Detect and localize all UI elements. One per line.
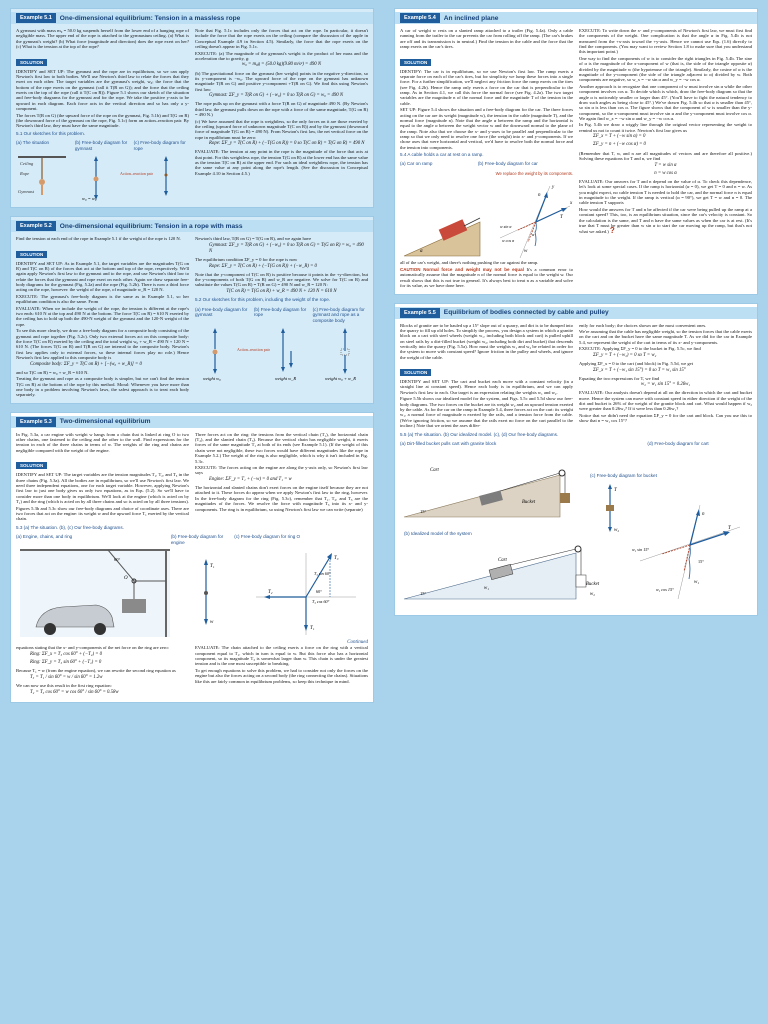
arrow-head <box>281 328 285 333</box>
arrow-head <box>264 595 270 599</box>
subfig-label: (b) Free-body diagram for car <box>477 161 538 167</box>
subfig-label: (c) Free-body diagram for bucket <box>590 472 657 478</box>
subfig-label: (b) Free-body diagram for engine <box>170 534 224 545</box>
bucket-label: Bucket <box>586 581 600 587</box>
solution-heading: SOLUTION <box>400 369 431 376</box>
figure-5-2 <box>195 325 371 383</box>
equation: Engine: ΣF_y = T₁ + (−w) = 0 and T₁ = w <box>209 476 292 482</box>
equation: Gymnast: ΣF_y = T(R on G) + (−w₀) = 0 so T(R on G) = w₀ = 490 N <box>209 93 344 99</box>
subfig-label: (c) Free-body diagram for gymnast and rope as a composite body <box>312 306 365 323</box>
subfig-label: (a) Dirt-filled bucket pulls cart with granite block <box>400 441 497 447</box>
execute: EXECUTE: Applying ΣF_y = 0 to the bucket in Fig. 5.5c, we find <box>579 346 701 352</box>
subfig-label: (a) Free-body diagram for gymnast <box>195 306 248 318</box>
equation: Rope: ΣF_y = T(C on R) + (−T(G on R)) = 0 so T(C on R) = T(G on R) = 490 N <box>209 141 365 147</box>
total-weight-label: weight w₀ + w_R <box>325 376 356 382</box>
arrow-head <box>164 191 168 196</box>
paragraph: In Fig. 5.4b we draw a wiggly line through the original vector representing the weight to remind us not to count it twice. Newton's first law gives us <box>579 122 752 133</box>
example-header <box>11 416 373 428</box>
example-title: Two-dimensional equilibrium <box>59 418 151 426</box>
t2-label: T₂ <box>268 590 273 596</box>
t3-label: T₃ <box>334 556 339 562</box>
weight-wiggly <box>535 222 536 246</box>
paragraph: EXECUTE: The forces acting on the engine are along the y-axis only, so Newton's first law says <box>195 465 368 476</box>
arrow-head <box>608 484 612 489</box>
w1-sin-label: w₁ sin 15° <box>632 546 650 552</box>
equation: n = w cos α <box>654 170 677 176</box>
equation: Gymnast: ΣF_y = T(R on G) + (−w₀) = 0 so T(R on G) = T(G on R) = w₀ = 490 N <box>209 242 364 254</box>
paragraph: The horizontal and slanted chains don't exert forces on the engine itself because they are not attached to it. These forces do appear when we apply Newton's first law to the ring, however. In the free-body diagram for the ring (Fig. 5.3c), remember that T₁, T₂, and T₃ are the magnitudes of the forces. We resolve the force with magnitude T₃ into its x- and y-components. The ring is in equilibrium, so using Newton's first law we can write (separate) <box>195 485 368 512</box>
t1-label: T₁ <box>210 564 215 570</box>
arrow-head <box>544 192 548 198</box>
figure-5-5-labels <box>400 439 752 449</box>
solution-heading: SOLUTION <box>400 59 431 66</box>
equation: w₂ = w₁ sin 15° = 0.26w₁ <box>641 382 690 388</box>
equation: ΣF_x = T + (−w sin α) = 0 <box>593 134 646 140</box>
arrow-head <box>204 559 208 565</box>
car-wheel <box>44 623 56 635</box>
weight-label: w₀ = w₀ <box>82 196 97 202</box>
equation: T = w sin α <box>654 162 677 168</box>
problem-text: A gymnast with mass m₀ = 50.0 kg suspends herself from the lower end of a hanging rope of negligible mass. The upper end of the rope is attached to the gymnasium ceiling. (a) What is the gymnast's weight? (b) What force (magnitude and direction) does the rope exert on her? (c) What is the tension at the top of the rope? <box>16 28 189 50</box>
paragraph: To get enough equations to solve this problem, we had to consider not only the forces on the engine but also the forces acting on a second body (the ring connecting the chains). Situations like this are fairly common in equilibrium problems, so keep this technique in mind. <box>195 667 368 684</box>
paragraph: EXECUTE: The gymnast's free-body diagram is the same as in Example 5.1, so her equilibrium condition is also the same. From <box>16 293 189 305</box>
gymnast-dot <box>94 177 99 182</box>
ring-label: O <box>124 576 128 582</box>
cart-label: Cart <box>498 557 507 563</box>
weight-label: weight w₀ <box>203 376 221 382</box>
caution-heading: CAUTION Normal force and weight may not be equal <box>400 266 524 272</box>
gymnast-label: Gymnast <box>18 189 34 195</box>
weight-label: w <box>524 249 528 255</box>
figure-caption: 5.4 A cable holds a car at rest on a ramp. <box>400 151 484 157</box>
arrow-head <box>281 367 285 372</box>
figure-caption: 5.5 (a) The situation. (b) Our idealized model. (c), (d) Our free-body diagrams. <box>400 431 559 437</box>
paragraph: Because T₁ = w (from the engine equation), we can rewrite the second ring equation as <box>16 668 176 674</box>
angle-label: 15° <box>420 508 427 514</box>
equation: Rope: ΣF_y = T(C on R) + (−T(G on R)) + (−w_R) = 0 <box>209 263 317 269</box>
paragraph: To see this more clearly, we draw a free-body diagram for a composite body consisting of the gymnast and rope together (Fig. 5.2c). Only two external forces act on this composite body: the force T(C on R) exerted by the ceiling and the total weight w₀ + w_R = 490 N + 120 N = 610 N. (The forces T(G on R) and T(R on G) are internal to the composite body. Newton's first law applies only to external forces, so these internal forces play no role.) Hence Newton's first law applied to this composite body is <box>16 328 189 360</box>
action-reaction-label: Action–reaction pair <box>237 347 270 353</box>
equation: T₂ = T₃ cos 60° = w cos 60° / sin 60° = 0.58w <box>30 689 119 695</box>
w1-label: w₁ <box>694 579 700 585</box>
w2-label: w₂ <box>614 527 620 533</box>
ring-angle-label: 60° <box>316 589 322 595</box>
example-5-4 <box>394 8 758 295</box>
normal-label: n <box>538 193 541 199</box>
solution-heading: SOLUTION <box>16 251 47 258</box>
subfig-label: (b) Free-body diagram for gymnast <box>74 140 128 151</box>
ramp <box>404 222 480 256</box>
continued-label: Continued <box>347 640 368 646</box>
figure-5-1-labels <box>16 138 189 153</box>
paragraph: One way to find the components of w is to consider the right triangles in Fig. 5.4b. The sine of α is the magnitude of the x-component of w (that is, the side of the triangle opposite α) divided by the magnitude w (the hypotenuse of the triangle). Similarly, the cosine of α is the magnitude of the y-component (the side of the triangle adjacent to α) divided by w. Both components are negative, so w_x = −w sin α and w_y = −w cos α. <box>579 55 752 83</box>
equation: T₃ = T₁ / sin 60° = w / sin 60° = 1.2w <box>30 674 103 680</box>
figure-5-5 <box>400 449 752 611</box>
equation: ΣF_y = n + (−w cos α) = 0 <box>593 142 646 148</box>
paragraph: The forces T(R on G) (the upward force of the rope on the gymnast, Fig. 5.1b) and T(G on R) (the downward force of the gymnast on the rope, Fig. 5.1c) form an action–reaction pair. By Newton's third law, they must have the same magnitude. <box>16 112 189 129</box>
equation: Ring: ΣF_y = T₃ sin 60° + (−T₁) = 0 <box>30 660 102 666</box>
paragraph: Note that Fig. 5.1c includes only the forces that act on the rope. In particular, it doesn't include the force that the rope exerts on the ceiling (compare the discussion of the apple in Conceptual Example 4.9 in Section 4.5). Similarly, the force that the rope exerts on the ceiling doesn't appear in Fig. 5.1c. <box>195 28 368 50</box>
problem-text: A car of weight w rests on a slanted ramp attached to a trailer (Fig. 5.4a). Only a cable running from the trailer to the car prevents the car from rolling off the ramp. (The car's brakes are off and its transmission is in neutral.) Find the tension in the cable and the force that the ramp exerts on the car's tires. <box>400 28 573 50</box>
angle-label: 15° <box>698 558 704 564</box>
ceiling-label: Ceiling <box>20 161 34 167</box>
equation: w₀ = m₀g = (50.0 kg)(9.80 m/s²) = 490 N <box>241 62 322 68</box>
bucket-label: Bucket <box>522 499 536 505</box>
problem-text: In Fig. 5.3a, a car engine with weight w hangs from a chain that is linked at ring O to two other chains, one fastened to the ceiling and the other to the wall. Find expressions for the tension in each of the three chains in terms of w. The weights of the ring and chains are negligible compared with the weight of the engine. <box>16 431 189 453</box>
alpha-label: α <box>532 232 535 238</box>
engine-dot <box>204 591 208 595</box>
example-tag: Example 5.3 <box>16 417 56 427</box>
angle-label: 60° <box>114 557 121 563</box>
example-title: One-dimensional equilibrium: Tension in a massless rope <box>59 14 241 22</box>
paragraph: We can now use this result in the first ring equation: <box>16 683 112 688</box>
tension-label: T <box>560 215 563 221</box>
right-column <box>394 8 758 1016</box>
arrow-head <box>343 369 347 374</box>
subfig-label: (d) Free-body diagram for cart <box>647 441 709 447</box>
solution-heading: SOLUTION <box>16 59 47 66</box>
wy-label: w cos α <box>502 238 515 244</box>
paragraph: We're assuming that the cable has negligible weight, so the tension forces that the cable exerts on the cart and on the bucket have the same magnitude T. As we did for the car in Example 5.4, we represent the weight of the cart in terms of its x- and y-components. <box>579 329 752 345</box>
example-title: Equilibrium of bodies connected by cable and pulley <box>443 309 609 316</box>
evaluate: EVALUATE: The tension at any point in the rope is the magnitude of the force that acts at that point. For this weightless rope, the tension T(G on R) at the lower end has the same value as the tension T(C on R) at the upper end. For such an ideal weightless rope, the tension has the same value at any point along the rope's length. (See the discussion in Conceptual Example 4.10 in Section 4.5.) <box>195 149 368 176</box>
car-wheel <box>94 623 106 635</box>
arrow-head <box>343 328 347 333</box>
figure-note: We replace the weight by its components. <box>495 170 573 176</box>
subfig-label: (c) Free-body diagram for ring O <box>234 534 301 540</box>
paragraph: Figures 5.3b and 5.3c show our free-body diagrams and choice of coordinate axes. There are two forces that act on the engine: its weight w and the upward force T₁ exerted by the vertical chain. <box>16 505 189 522</box>
left-column <box>10 8 374 1016</box>
equation: ΣF_x = T + (−w₁ sin 15°) = 0 so T = w₁ sin 15° <box>593 367 686 373</box>
cart-tension-arrow <box>690 533 726 545</box>
w1-x-component <box>662 545 690 554</box>
rope-weight-label: weight w_R <box>275 376 297 382</box>
paragraph: EXECUTE: (a) The magnitude of the gymnast's weight is the product of her mass and the acceleration due to gravity, g: <box>195 50 368 61</box>
example-header <box>395 307 757 319</box>
subfig-label: (a) The situation <box>16 140 50 146</box>
subfig-label: (c) Free-body diagram for rope <box>133 140 186 151</box>
arrow-head <box>213 369 217 374</box>
paragraph: The equilibrium condition ΣF_y = 0 for the rope is now <box>195 256 298 262</box>
example-header <box>11 12 373 24</box>
caution-text: It's a common error to automatically assume that the magnitude n of the normal force is equal to the weight w. Our result shows that this is not true in general. It's always best to treat n as a variable and solve for its value, as we have done here. <box>400 266 573 288</box>
identify-setup: IDENTIFY and SET UP: The gymnast and the rope are in equilibrium, so we can apply Newton's first law to both bodies. We'll use Newton's third law to relate the forces that they exert on each other. The target variables are the gymnast's weight, w₀; the force that the bottom of the rope exerts on the gymnast (call it T(R on G)); and the force that the ceiling exerts on the top of the rope (call it T(C on R)). Figure 5.1 shows our sketch of the situation and free-body diagrams for the gymnast and for the rope. We take the positive y-axis to be upward in each diagram. Each force acts in the vertical direction and so has only a y-component. <box>16 68 189 111</box>
example-header <box>11 220 373 232</box>
normal-label: n <box>702 511 705 517</box>
example-5-5 <box>394 303 758 616</box>
identify-setup: IDENTIFY and SET UP: The target variables are the tension magnitudes T₁, T₂, and T₃ in the three chains (Fig. 5.3a). All the bodies are in equilibrium, so we'll use Newton's first law. We need three independent equations, one for each target variable. However, applying Newton's first law to just one body gives us only two equations, as in Eqs. (5.2). So we'll have to consider more than one body in equilibrium. We'll look at the engine (which is acted on by T₁) and the ring (which is acted on by all three chains and so is acted on by all three tensions). <box>16 472 189 505</box>
paragraph: and so T(C on R) = w₀ + w_R = 610 N. <box>16 369 89 375</box>
example-header <box>395 12 757 24</box>
figure-caption: 5.1 Our sketches for this problem. <box>16 130 85 136</box>
caution <box>400 267 573 288</box>
arrow-head <box>204 619 208 625</box>
subfig-label: (a) Engine, chains, and ring <box>16 534 73 540</box>
paragraph: Notice that we didn't need the equation ΣF_y = 0 for the cart and block. Can you use this to show that n = w₁ cos 15°? <box>579 413 752 424</box>
paragraph: equations stating that the x- and y-components of the net force on the ring are zero: <box>16 645 169 651</box>
evaluate: EVALUATE: Our answers for T and n depend on the value of α. To check this dependence, let's look at some special cases. If the ramp is horizontal (α = 0), we get T = 0 and n = w. As you might expect, no cable tension T is needed to hold the car, and the normal force n is equal in magnitude to the weight. If the ramp is vertical (α = 90°), we get T = w and n = 0. The cable tension T supports <box>579 178 752 206</box>
w1-label: w₁ <box>484 585 489 591</box>
identify-setup: IDENTIFY and SET UP: The cart and bucket each move with a constant velocity (in a straight line at constant speed). Hence each body is in equilibrium, and we can apply Newton's first law to each. Our target is an expression relating the weights w₁ and w₂. <box>400 379 573 395</box>
paragraph: The rope pulls up on the gymnast with a force T(R on G) of magnitude 490 N. (By Newton's third law, the gymnast pulls down on the rope with a force of the same magnitude, T(G on R) = 490 N.) <box>195 101 368 118</box>
paragraph <box>579 207 752 235</box>
execute: EXECUTE: To write down the x- and y-components of Newton's first law, we must first find the components of the weight. One complication is that the angle α in Fig. 5.4b is not measured from the +x-axis toward the +y-axis. Hence we cannot use Eqs. (1.6) directly to find the components. (You may want to review Section 1.8 to make sure that you understand this important point.) <box>579 28 752 55</box>
equation: ΣF_y = T + (−w₂) = 0 so T = w₂ <box>593 352 657 358</box>
arrow-head <box>723 531 730 536</box>
alpha-label: α <box>420 249 423 255</box>
gymnast-head <box>39 179 45 185</box>
subfig-label: (b) Idealized model of the system <box>404 530 472 536</box>
figure-5-4-labels <box>400 159 573 169</box>
rope-label: Rope <box>20 171 30 177</box>
example-tag: Example 5.2 <box>16 221 56 231</box>
wx-label: w sin α <box>500 224 512 230</box>
paragraph: (c) We have assumed that the rope is weightless, so the only forces on it are those exerted by the ceiling (upward force of unknown magnitude T(C on R)) and by the gymnast (downward force of magnitude T(G on R) = 490 N). From Newton's first law, the net vertical force on the rope in equilibrium must be zero: <box>195 118 368 140</box>
paragraph: ently for each body; the choices shown are the most convenient ones. <box>579 322 707 328</box>
paragraph: (b) The gravitational force on the gymnast (her weight) points in the negative y-direction, so its y-component is −w₀. The upward force of the rope on the gymnast has unknown magnitude T(R on G) and positive y-component +T(R on G). We find this using Newton's first law: <box>195 70 368 92</box>
paragraph: Applying ΣF_x = 0 to the cart (and block) in Fig. 5.5d, we get <box>579 360 693 366</box>
paragraph: EVALUATE: When we include the weight of the rope, the tension is different at the rope's two ends: 610 N at the top and 490 N at the bottom. The force T(C on R) = 610 N exerted by the ceiling has to hold up both the 490-N weight of the gymnast and the 120-N weight of the rope. <box>16 305 189 327</box>
paragraph: Three forces act on the ring: the tensions from the vertical chain (T₁), the horizontal chain (T₂), and the slanted chain (T₃). Because the vertical chain has negligible weight, it exerts forces of the same magnitude T₁ at both of its ends (see Example 5.1). (If the weight of this chain were not negligible, these two forces would have different magnitudes like the rope in Example 5.2.) The weight of the ring is also negligible, which is why it isn't included in Fig. 5.3c. <box>195 431 368 464</box>
equation: Composite body: ΣF_y = T(C on R) + [−(w₀ + w_R)] = 0 <box>30 361 142 367</box>
example-title: One-dimensional equilibrium: Tension in a rope with mass <box>59 222 243 230</box>
figure-caption: 5.3 (a) The situation. (b), (c) Our free-body diagrams. <box>16 524 124 530</box>
paragraph: Newton's third law, T(R on G) = T(G on R), and we again have <box>195 236 312 242</box>
identify: IDENTIFY: The car is in equilibrium, so we use Newton's first law. The ramp exerts a separate force on each of the car's tires, but for simplicity we lump these forces into a single force. For a further simplification, we'll neglect any friction force the ramp exerts on the tires (see Fig. 4.2b). Hence the ramp only exerts a force on the car that is perpendicular to the ramp. As in Section 4.1, we call this force the normal force (see Fig. 4.2a). The two target variables are the magnitude n of the normal force and the magnitude T of the tension in the cable. <box>400 68 573 106</box>
t3-cos-label: T₃ cos 60° <box>312 599 330 605</box>
example-title: An inclined plane <box>443 14 499 22</box>
equation: Ring: ΣF_x = T₃ cos 60° + (−T₂) = 0 <box>30 651 103 657</box>
t1-ring-label: T₁ <box>310 626 315 632</box>
w2-label: w₂ <box>590 591 595 597</box>
bucket-dot <box>606 505 614 511</box>
tension-label: T <box>614 487 617 493</box>
evaluate: EVALUATE: Our analysis doesn't depend at all on the direction in which the cart and bucket move. Hence the system can move with constant speed in either direction if the weight of the dirt and bucket is 26% of the weight of the granite block and cart. What would happen if w₂ were greater than 0.26w₁? If it were less than 0.26w₁? <box>579 390 752 412</box>
y-axis-label: y <box>552 185 555 191</box>
action-reaction-label: Action–reaction pair <box>120 171 153 177</box>
gymnast-dot <box>213 350 218 355</box>
w-label: w <box>210 620 214 626</box>
model-slope <box>404 553 576 599</box>
arrow-head <box>608 527 612 532</box>
evaluate: EVALUATE: The chain attached to the ceiling exerts a force on the ring with a vertical component equal to T₁, which in turn is equal to w. But this force also has a horizontal component, so its magnitude T₃ is somewhat larger than w. This chain is under the greatest tension and is the one most susceptible to breaking. <box>195 645 368 667</box>
figure-5-1 <box>16 153 192 203</box>
figure-5-2-labels <box>195 305 368 326</box>
example-tag: Example 5.5 <box>400 308 440 318</box>
arrow-head <box>289 363 293 368</box>
arrow-head <box>164 156 168 161</box>
paragraph: Note that the y-component of T(C on R) is positive because it points in the +y-direction, but the y-components of both T(G on R) and w_R are negative. We solve for T(C on R) and substitute the values T(G on R) = T(R on G) = 490 N and w_R = 120 N: <box>195 271 368 288</box>
engine <box>122 599 146 613</box>
setup: SET UP: Figure 5.4 shows the situation and a free-body diagram for the car. The three forces acting on the car are its weight (magnitude w), the tension in the cable (magnitude T), and the normal force (magnitude n). Note that the angle α between the ramp and the horizontal is equal to the angle α between the weight vector w and the downward normal to the plane of the ramp. Note also that we choose the x- and y-axes to be parallel and perpendicular to the ramp so that we only need to resolve one force (the weight) into x- and y-components. If we chose axes that were horizontal and vertical, we'd have to resolve both the normal force and the tension into components. <box>400 107 573 150</box>
question-mark-icon: ? <box>609 226 615 236</box>
identify-setup: IDENTIFY and SET UP: As in Example 5.1, the target variables are the magnitudes T(G on R) and T(C on R) of the forces that act at the bottom and top of the rope, respectively. We'll again apply Newton's first law to the gymnast and to the rope, and use Newton's third law to relate the forces that the gymnast and rope exert on each other. Again we draw separate free-body diagrams for the gymnast (Fig. 5.2a) and the rope (Fig. 5.2b). There is now a third force acting on the rope, however: the weight of the rope, of magnitude w_R = 120 N. <box>16 260 189 293</box>
paragraph: Figure 5.5b shows our idealized model for the system, and Figs. 5.5c and 5.5d show our free-body diagrams. The two forces on the bucket are its weight w₂ and an upward tension exerted by the cable. As for the car on the ramp in Example 5.4, three forces act on the cart: its weight w₁, a normal force of magnitude n exerted by the rails, and a tension force from the cable. (We're ignoring friction, so we assume that the rails exert no force on the cart parallel to the incline.) Note that we orient the axes differ- <box>400 396 573 429</box>
paragraph: Equating the two expressions for T, we find <box>579 375 660 381</box>
arrow-head <box>696 509 700 516</box>
cart-label: Cart <box>430 467 439 473</box>
paragraph: (Remember that T, w, and n are all magnitudes of vectors and are therefore all positive.) Solving these equations for T and n, we find <box>579 150 752 162</box>
w1-cos-label: w₁ cos 15° <box>656 586 674 592</box>
arrow-head <box>213 328 217 333</box>
figure-5-3 <box>16 547 368 639</box>
tension-label: T <box>728 525 731 531</box>
example-5-1 <box>10 8 374 208</box>
example-tag: Example 5.4 <box>400 13 440 23</box>
arrow-head <box>304 625 308 631</box>
rope-dot <box>165 174 168 177</box>
paragraph-text: How would the answers for T and n be affected if the car were being pulled up the ramp at a constant speed? This, too, is an equilibrium situation, since the car's velocity is constant. So the calculation is the same, and T and n have the same values as when the car is at rest. (It's true that T must be greater than w sin α to start the car moving up the ramp, but that's not what we asked.) <box>579 206 752 235</box>
cart-normal-arrow <box>690 513 698 545</box>
model-bucket <box>576 575 586 587</box>
subfig-label: (b) Free-body diagram for rope <box>253 306 307 318</box>
problem-text: Find the tension at each end of the rope in Example 5.1 if the weight of the rope is 120 N. <box>16 236 181 242</box>
equation: T(C on R) = T(G on R) + w_R = 490 N + 120 N = 610 N <box>226 288 337 294</box>
subfig-label: (a) Car on ramp <box>400 161 433 167</box>
example-5-3 <box>10 412 374 703</box>
arrow-head <box>94 156 98 161</box>
example-5-2 <box>10 216 374 404</box>
example-tag: Example 5.1 <box>16 13 56 23</box>
angle-label: 15° <box>420 590 427 596</box>
t3-sin-label: T₃ sin 60° <box>314 571 331 577</box>
bucket <box>560 493 570 503</box>
paragraph: all of the car's weight, and there's nothing pushing the car against the ramp. <box>400 260 539 266</box>
figure-5-4 <box>400 178 576 260</box>
solution-heading: SOLUTION <box>16 462 47 469</box>
x-axis-label: x <box>570 201 573 207</box>
figure-caption: 5.2 Our sketches for this problem, including the weight of the rope. <box>195 297 331 303</box>
problem-text: Blocks of granite are to be hauled up a 15° slope out of a quarry, and dirt is to be dumped into the quarry to fill up old holes. To simplify the process, you design a system in which a granite block on a cart with steel wheels (weight w₁, including both block and cart) is pulled uphill on steel rails by a dirt-filled bucket (weight w₂, including both dirt and bucket) that descends vertically into the quarry (Fig. 5.5a). How must the weights w₁ and w₂ be related in order for the system to move with constant speed? Ignore friction in the pulley and wheels, and ignore the weight of the cable. <box>400 322 573 360</box>
paragraph: Another approach is to recognize that one component of w must involve sin α while the other component involves cos α. To decide which is which, draw the free-body diagram so that the angle α is noticeably smaller or larger than 45°. (You'll have to fight the natural tendency to draw such angles as being close to 45°.) We've drawn Fig. 5.4b so that α is smaller than 45°, so sin α is less than cos α. The figure shows that the component of w is smaller than the y-component, so the x-component must involve sin α and the y-component must involve cos α. We again find w_x = −w sin α and w_y = −w cos α. <box>579 83 752 121</box>
figure-5-3-labels <box>16 532 368 547</box>
paragraph: Treating the gymnast and rope as a composite body is simpler, but we can't find the tension T(G on R) at the bottom of the rope by this method. Moral: Whenever you have more than one body in a problem involving Newton's laws, the safest approach is to treat each body separately. <box>16 376 189 398</box>
